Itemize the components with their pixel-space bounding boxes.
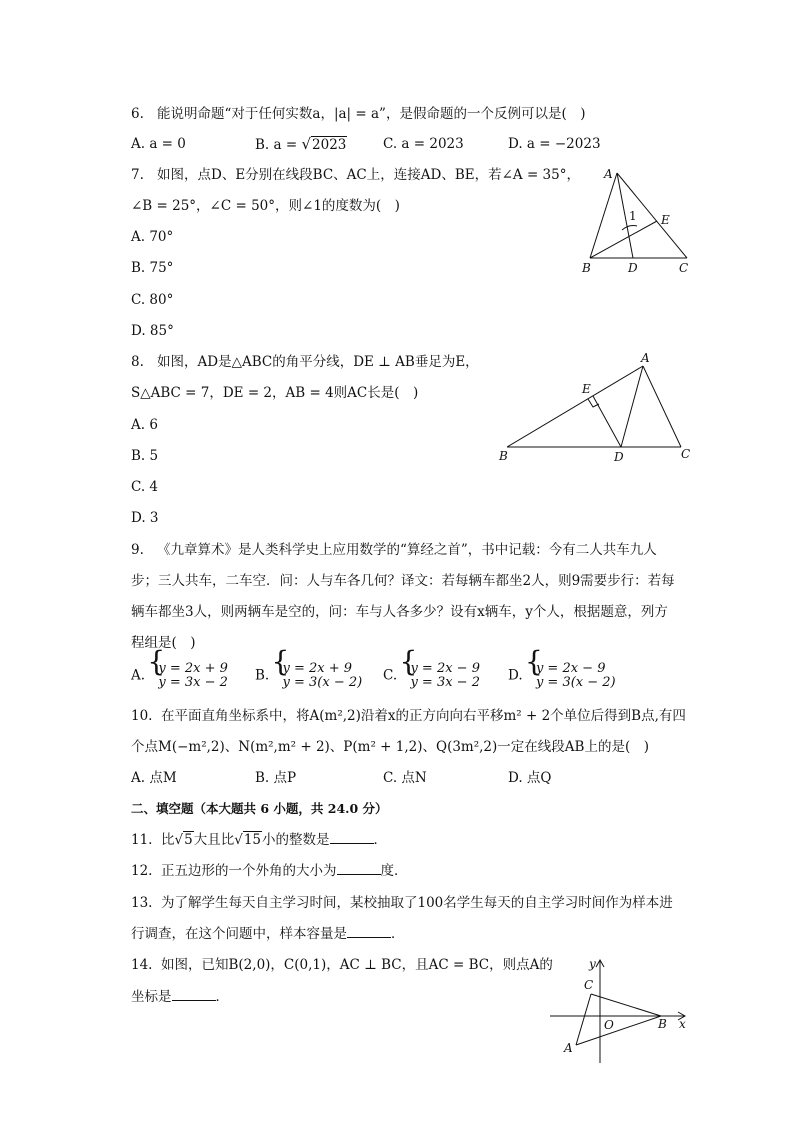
section-title: 二、填空题（本大题共 6 小题，共 24.0 分） bbox=[131, 801, 388, 816]
equation-system-a: { y = 2x + 9 y = 3x − 2 bbox=[149, 662, 228, 690]
q14-label-y: y bbox=[589, 957, 596, 971]
q6-option-b: B. a = √2023 bbox=[255, 135, 347, 153]
q9-stem-line2: 步；三人共车，二车空．问：人与车各几何？译文：若每辆车都坐2人，则9需要步行：若每 bbox=[131, 573, 675, 589]
q8-label-c: C bbox=[681, 447, 691, 461]
q14-label-b: B bbox=[658, 1017, 667, 1031]
q8-option-a: A. 6 bbox=[131, 417, 158, 433]
q12-number: 12. bbox=[131, 863, 153, 879]
q10-option-b: B. 点P bbox=[255, 770, 297, 786]
q9-option-c: C. { y = 2x − 9 y = 3x − 2 bbox=[383, 662, 480, 690]
q8-option-b: B. 5 bbox=[131, 448, 159, 464]
q8-number: 8. bbox=[131, 354, 144, 370]
q9-option-b: B. { y = 2x + 9 y = 3(x − 2) bbox=[255, 662, 362, 690]
sqrt-2023: 2023 bbox=[312, 137, 347, 153]
q7-label-e: E bbox=[661, 213, 670, 227]
q13-stem-line2: 行调查，在这个问题中，样本容量是 ． bbox=[131, 926, 405, 942]
q11-number: 11. bbox=[131, 832, 153, 848]
answer-blank bbox=[172, 988, 216, 1001]
q8-label-e: E bbox=[582, 382, 591, 396]
q7-number: 7. bbox=[131, 167, 144, 183]
q8-option-d: D. 3 bbox=[131, 510, 159, 526]
q10-option-a: A. 点M bbox=[131, 770, 177, 786]
q14-stem-line2: 坐标是 ． bbox=[131, 989, 229, 1005]
q9-stem-line4: 程组是( ) bbox=[131, 635, 196, 651]
equation-system-b: { y = 2x + 9 y = 3(x − 2) bbox=[274, 662, 363, 690]
q10-stem-line2: 个点M(−m²,2)、N(m²,m² + 2)、P(m² + 1,2)、Q(3m²,2)一定在线段AB上的是( ) bbox=[131, 739, 649, 755]
q6-option-c: C. a = 2023 bbox=[383, 136, 464, 152]
q14-number: 14. bbox=[131, 957, 153, 973]
q13-stem-line1: 13. 为了解学生每天自主学习时间，某校抽取了100名学生每天的自主学习时间作为样本进 bbox=[131, 895, 673, 911]
q10-number: 10. bbox=[131, 708, 153, 724]
answer-blank bbox=[347, 925, 391, 938]
q7-option-b: B. 75° bbox=[131, 260, 174, 276]
q9-option-d: D. { y = 2x − 9 y = 3(x − 2) bbox=[508, 662, 616, 690]
q9-stem-line3: 辆车都坐3人，则两辆车是空的，问：车与人各多少？设有x辆车，y个人，根据题意，列方 bbox=[131, 604, 668, 620]
q14-coordinate-figure bbox=[545, 955, 695, 1067]
q14-stem-line1: 14. 如图，已知B(2,0)，C(0,1)，AC ⊥ BC，且AC = BC，则点A的 bbox=[131, 957, 553, 973]
q10-option-c: C. 点N bbox=[383, 770, 427, 786]
q8-option-c: C. 4 bbox=[131, 479, 159, 495]
q8-label-d: D bbox=[614, 450, 624, 464]
q13-number: 13. bbox=[131, 895, 153, 911]
q6-number: 6. bbox=[131, 106, 144, 122]
q7-stem-line1: 7. 如图，点D、E分别在线段BC、AC上，连接AD、BE，若∠A = 35°， bbox=[131, 167, 580, 183]
q12-stem: 12. 正五边形的一个外角的大小为 度． bbox=[131, 863, 408, 879]
q7-label-1: 1 bbox=[629, 209, 637, 223]
q14-label-x: x bbox=[679, 1017, 686, 1031]
q8-stem-line2: S△ABC = 7，DE = 2，AB = 4则AC长是( ) bbox=[131, 385, 419, 401]
q7-label-b: B bbox=[582, 261, 591, 275]
q9-number: 9. bbox=[131, 542, 144, 558]
q14-label-o: O bbox=[604, 1018, 614, 1032]
answer-blank bbox=[330, 831, 374, 844]
q7-option-c: C. 80° bbox=[131, 292, 174, 308]
q8-stem-line1: 8. 如图，AD是△ABC的角平分线，DE ⊥ AB垂足为E， bbox=[131, 354, 479, 370]
q10-stem-line1: 10. 在平面直角坐标系中，将A(m²,2)沿着x的正方向向右平移m² + 2个单位后得到B点,有四 bbox=[131, 708, 686, 724]
q6-option-d: D. a = −2023 bbox=[508, 136, 601, 152]
equation-system-c: { y = 2x − 9 y = 3x − 2 bbox=[401, 662, 480, 690]
q7-triangle-figure bbox=[575, 160, 700, 280]
q8-label-a: A bbox=[641, 351, 650, 365]
q7-label-c: C bbox=[679, 261, 689, 275]
q7-label-a: A bbox=[604, 167, 613, 181]
q8-label-b: B bbox=[499, 449, 508, 463]
q6-option-a: A. a = 0 bbox=[131, 136, 186, 152]
q9-option-a: A. { y = 2x + 9 y = 3x − 2 bbox=[131, 662, 228, 690]
q11-stem: 11. 比√5大且比√15小的整数是 ． bbox=[131, 832, 387, 848]
q14-label-c: C bbox=[584, 978, 594, 992]
q7-stem-line2: ∠B = 25°，∠C = 50°，则∠1的度数为( ) bbox=[131, 198, 400, 214]
q6-stem: 6. 能说明命题“对于任何实数a，|a| = a”，是假命题的一个反例可以是( ) bbox=[131, 106, 586, 122]
q8-triangle-figure bbox=[495, 350, 700, 465]
q14-label-a: A bbox=[564, 1041, 573, 1055]
equation-system-d: { y = 2x − 9 y = 3(x − 2) bbox=[527, 662, 616, 690]
q7-option-a: A. 70° bbox=[131, 229, 174, 245]
q7-label-d: D bbox=[628, 261, 638, 275]
q9-stem-line1: 9. 《九章算术》是人类科学史上应用数学的“算经之首”，书中记载：今有二人共车九人 bbox=[131, 542, 657, 558]
answer-blank bbox=[337, 862, 381, 875]
q7-option-d: D. 85° bbox=[131, 323, 174, 339]
q10-option-d: D. 点Q bbox=[508, 770, 552, 786]
